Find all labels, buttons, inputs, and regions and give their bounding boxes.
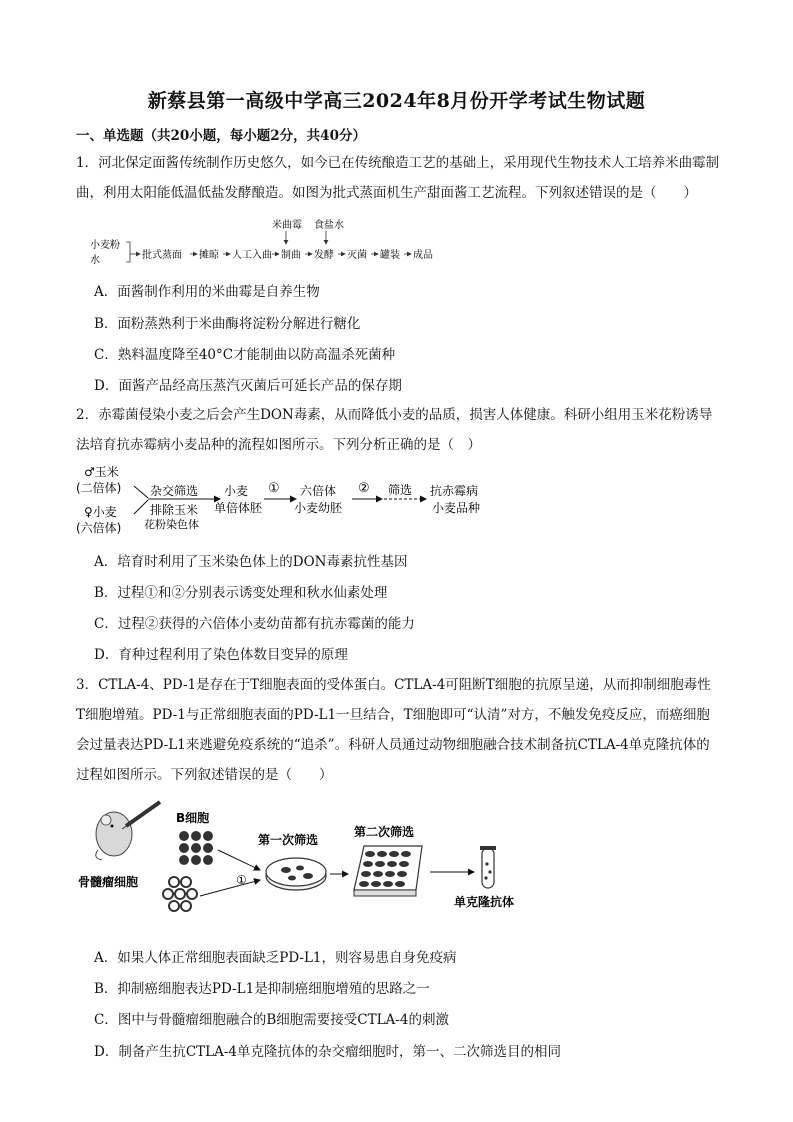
b-cells xyxy=(179,831,213,865)
q3-first-label: 第一次筛选 xyxy=(258,833,319,847)
q3-bcell-label: B细胞 xyxy=(176,811,210,825)
q1-step-2: 摊晾 xyxy=(199,250,219,261)
q3-option-d: D．制备产生抗CTLA-4单克隆抗体的杂交瘤细胞时，第一、二次筛选目的相同 xyxy=(94,1044,562,1060)
q3-myeloma-label: 骨髓瘤细胞 xyxy=(78,875,139,889)
q1-option-b: B．面粉蒸熟利于米曲酶将淀粉分解进行糖化 xyxy=(94,316,361,332)
q2-option-a: A．培育时利用了玉米染色体上的DON毒素抗性基因 xyxy=(94,554,408,570)
section-heading: 一、单选题（共20小题，每小题2分，共40分） xyxy=(76,128,366,144)
q1-step-7: 罐装 xyxy=(380,250,400,261)
q2-result-2: 小麦品种 xyxy=(432,501,481,515)
q2-line-1: 2．赤霉菌侵染小麦之后会产生DON毒素，从而降低小麦的品质，损害人体健康。科研小组用玉米花粉诱导 xyxy=(76,407,713,423)
petri-dish-icon xyxy=(266,858,326,890)
q1-step-8: 成品 xyxy=(413,250,433,261)
q2-step-2: ② xyxy=(358,481,370,496)
q3-second-label: 第二次筛选 xyxy=(354,825,415,839)
test-tube-icon xyxy=(480,846,496,888)
q1-flowchart xyxy=(86,214,466,270)
q1-option-a: A．面酱制作利用的米曲霉是自养生物 xyxy=(94,284,320,300)
q3-option-a: A．如果人体正常细胞表面缺乏PD-L1，则容易患自身免疫病 xyxy=(94,950,457,966)
q1-input-2: 水 xyxy=(90,255,100,266)
q1-top-label-2: 食盐水 xyxy=(314,220,344,231)
well-plate-icon xyxy=(354,846,422,896)
q3-option-c: C．图中与骨髓瘤细胞融合的B细胞需要接受CTLA-4的刺激 xyxy=(94,1012,449,1028)
q1-top-label-1: 米曲霉 xyxy=(272,220,302,231)
q2-screen: 筛选 xyxy=(388,483,413,497)
q2-male: ♂玉米 xyxy=(84,465,119,479)
q2-option-b: B．过程①和②分别表示诱变处理和秋水仙素处理 xyxy=(94,585,388,601)
q3-step-1: ① xyxy=(236,873,247,887)
q1-step-6: 灭菌 xyxy=(347,250,367,261)
q2-result-1: 抗赤霉病 xyxy=(430,484,479,498)
q2-option-c: C．过程②获得的六倍体小麦幼苗都有抗赤霉菌的能力 xyxy=(94,616,415,632)
q1-option-d: D．面酱产品经高压蒸汽灭菌后可延长产品的保存期 xyxy=(94,378,402,394)
q2-option-d: D．育种过程利用了染色体数目变异的原理 xyxy=(94,647,348,663)
q2-exclude-2: 花粉染色体 xyxy=(144,518,199,531)
q1-line-1: 1．河北保定面酱传统制作历史悠久，如今已在传统酿造工艺的基础上，采用现代生物技术人工培养米曲霉制 xyxy=(76,155,720,171)
q3-line-2: T细胞增殖。PD-1与正常细胞表面的PD-L1一旦结合，T细胞即可“认清”对方，不触发免疫反应，而癌细胞 xyxy=(76,707,710,723)
q2-male-sub: (二倍体) xyxy=(76,481,122,495)
q3-figure xyxy=(76,798,546,926)
q1-input-1: 小麦粉 xyxy=(90,240,120,251)
page-title: 新蔡县第一高级中学高三2024年8月份开学考试生物试题 xyxy=(147,90,646,112)
q2-step-1: ① xyxy=(268,481,280,496)
q1-option-c: C．熟料温度降至40°C才能制曲以防高温杀死菌种 xyxy=(94,347,396,363)
q3-line-4: 过程如图所示。下列叙述错误的是（ ） xyxy=(76,767,333,783)
q1-line-2: 曲，利用太阳能低温低盐发酵酿造。如图为批式蒸面机生产甜面酱工艺流程。下列叙述错误的是（ ） xyxy=(76,185,697,201)
q2-hexa-1: 六倍体 xyxy=(300,484,337,498)
q3-line-1: 3．CTLA-4、PD-1是存在于T细胞表面的受体蛋白。CTLA-4可阻断T细胞的抗原呈递，从而抑制细胞毒性 xyxy=(76,677,711,693)
mouse-icon xyxy=(96,812,132,860)
myeloma-cells xyxy=(163,877,197,911)
q2-line-2: 法培育抗赤霉病小麦品种的流程如图所示。下列分析正确的是（ ） xyxy=(76,437,481,453)
q1-step-1: 批式蒸面 xyxy=(142,250,182,261)
q3-line-3: 会过量表达PD-L1来逃避免疫系统的“追杀”。科研人员通过动物细胞融合技术制备抗CTLA-4单克隆抗体的 xyxy=(76,737,710,753)
q2-cross: 杂交筛选 xyxy=(150,484,199,498)
q2-flowchart xyxy=(74,462,504,542)
q3-option-b: B．抑制癌细胞表达PD-L1是抑制癌细胞增殖的思路之一 xyxy=(94,981,430,997)
q2-haploid-2: 单倍体胚 xyxy=(214,501,263,515)
q1-step-3: 人工入曲 xyxy=(232,250,272,261)
q2-haploid-1: 小麦 xyxy=(224,484,249,498)
q1-step-4: 制曲 xyxy=(281,250,301,261)
q1-step-5: 发酵 xyxy=(314,250,334,261)
q3-mab-label: 单克隆抗体 xyxy=(454,895,515,909)
syringe-icon xyxy=(122,802,160,829)
q2-female-sub: (六倍体) xyxy=(76,521,122,535)
q2-hexa-2: 小麦幼胚 xyxy=(294,501,343,515)
q2-female: ♀小麦 xyxy=(84,505,117,519)
q2-exclude: 排除玉米 xyxy=(150,503,199,517)
